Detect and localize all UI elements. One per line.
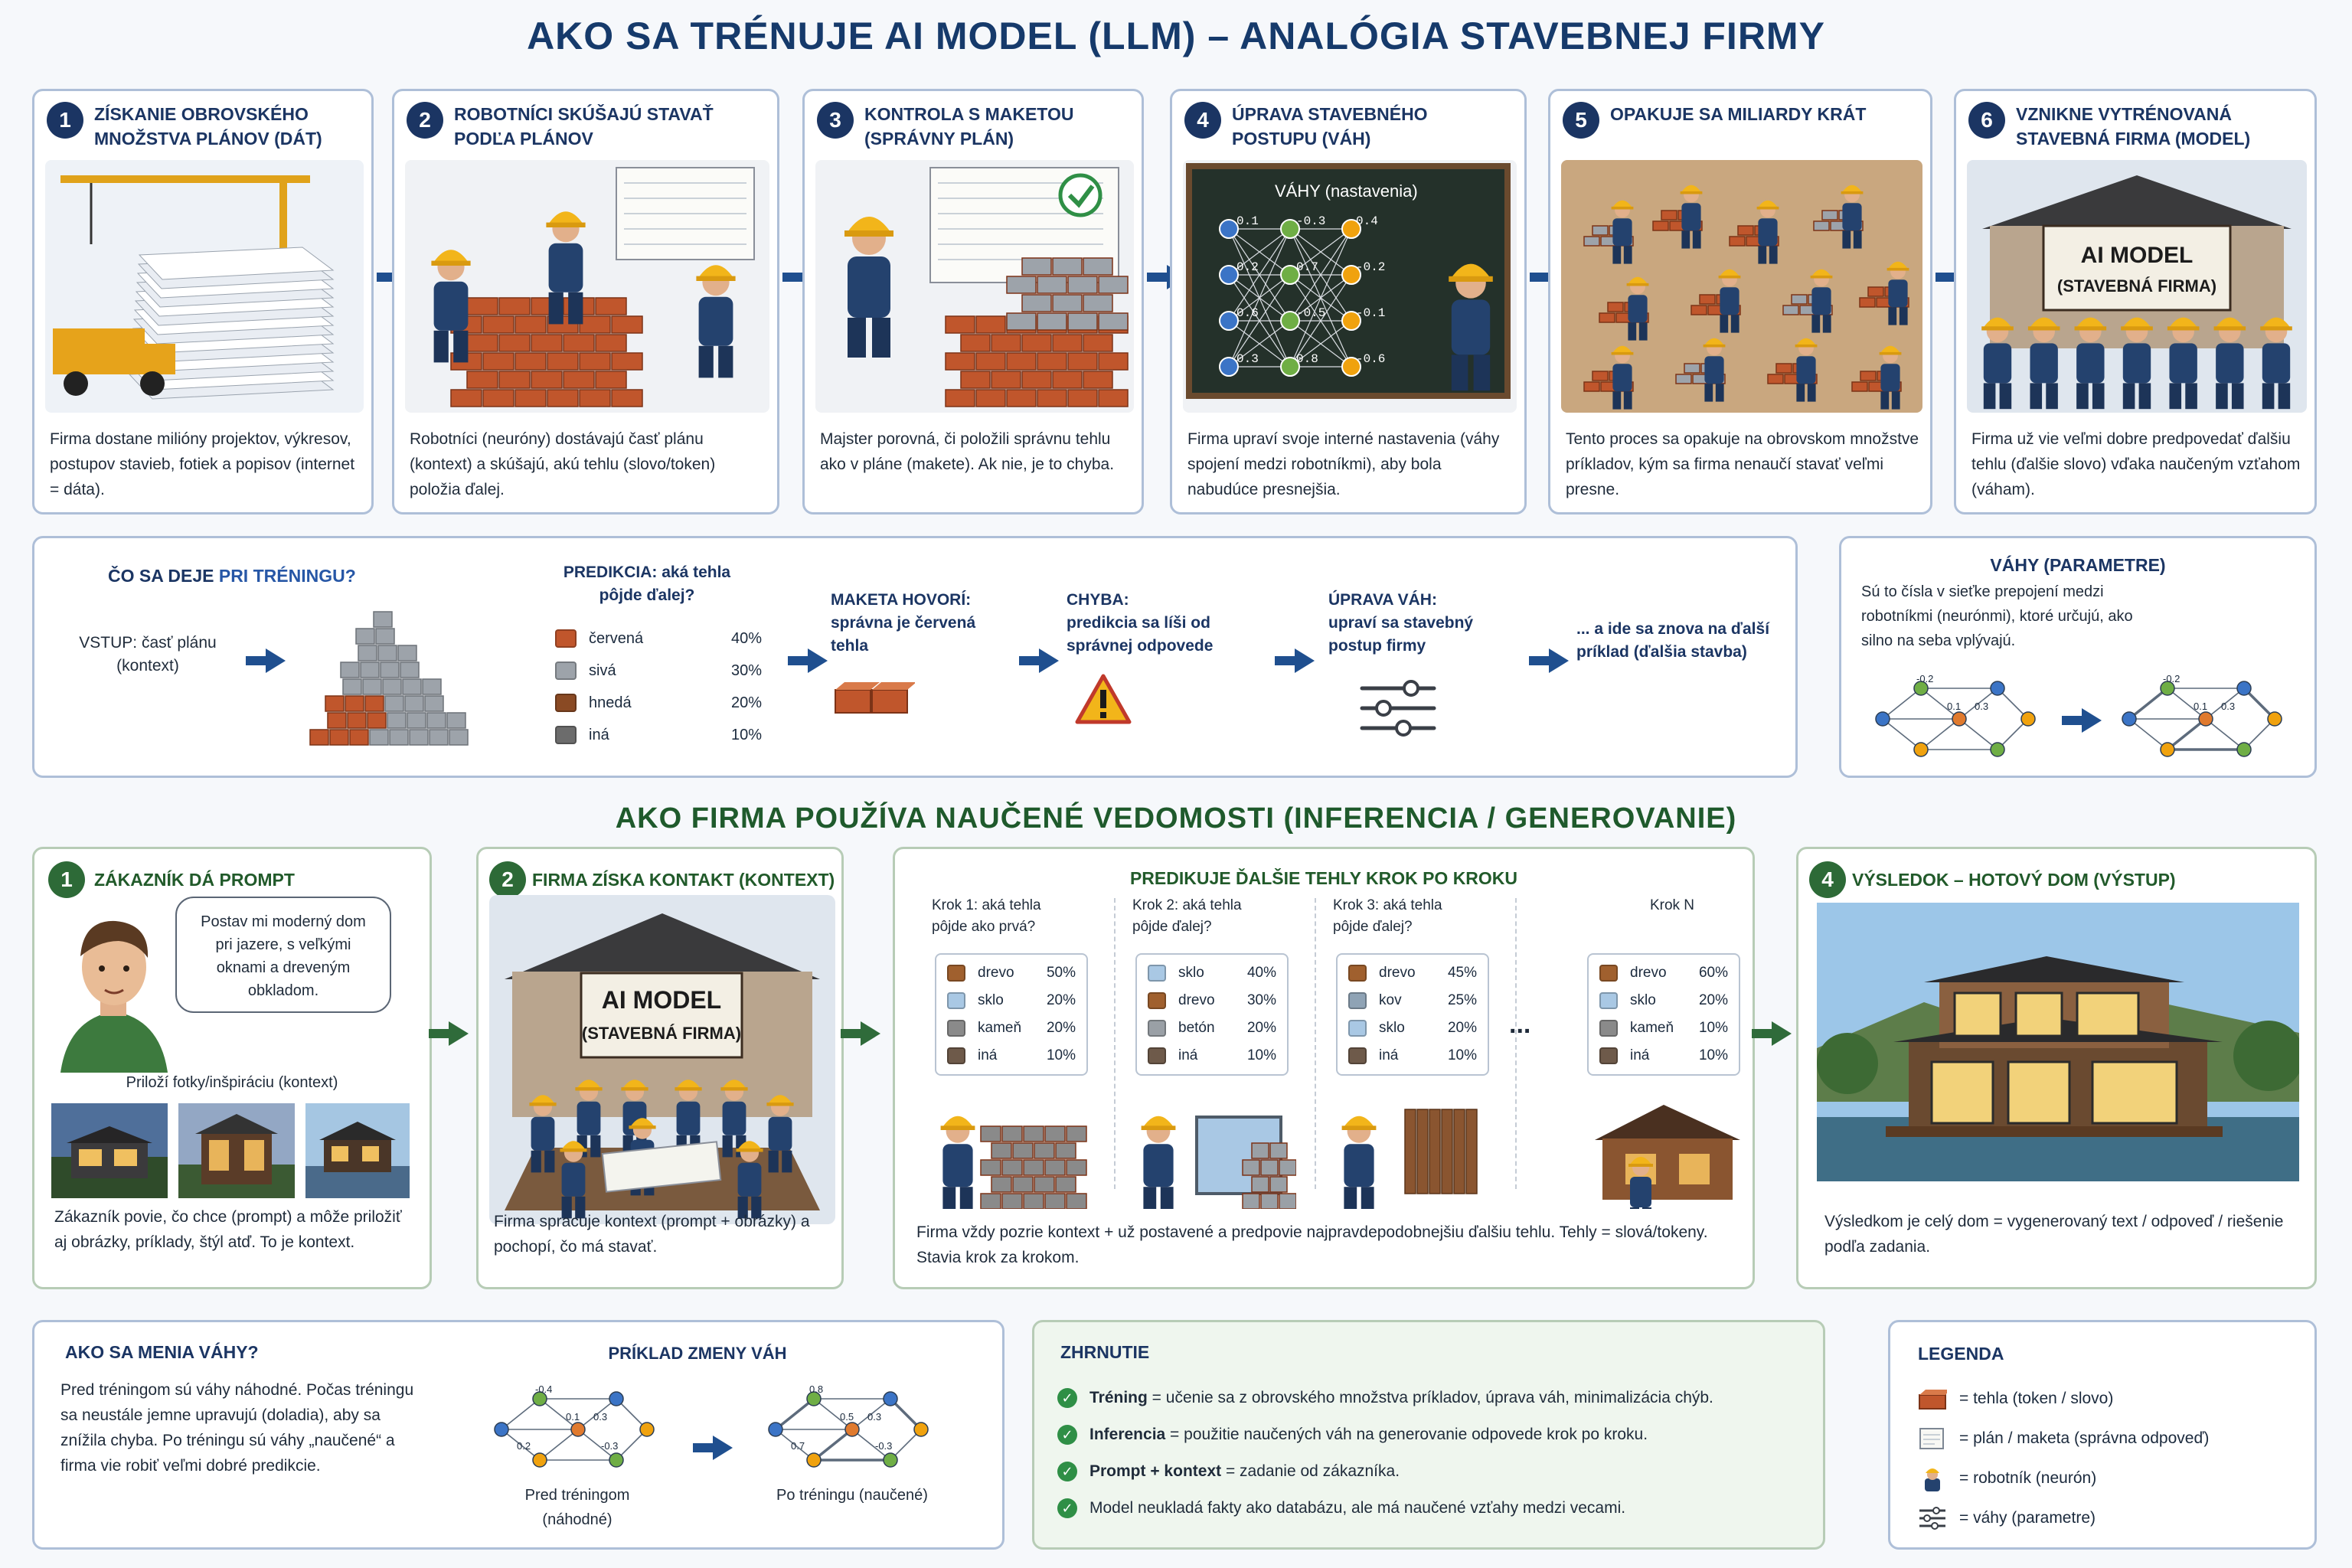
step-description: Firma spracuje kontext (prompt + obrázky) a pochopí, čo má stavať. [494, 1213, 810, 1256]
wood-building-illustration [1328, 1094, 1497, 1209]
prediction-row [947, 987, 1076, 1014]
material-name: sklo [978, 992, 1004, 1008]
weight-value: 0.2 [1236, 260, 1259, 274]
prediction-row [555, 719, 762, 751]
material-pct: 20% [1698, 992, 1728, 1008]
worker-icon [1918, 1466, 1947, 1491]
prediction-row [947, 959, 1076, 987]
step-number: 2 [489, 861, 526, 898]
material-icon [1348, 1020, 1367, 1037]
step-description: Firma dostane milióny projektov, výkresov, postupov stavieb, fotiek a popisov (internet = dáta). [50, 430, 355, 498]
material-pct: 20% [1447, 1020, 1477, 1036]
step-description: Firma už vie veľmi dobre predpovedať ďalšiu tehlu (ďalšie slovo) vďaka naučeným vzťahom (váham). [1971, 430, 2301, 498]
inference-step-result [1796, 847, 2317, 1289]
material-name: iná [1178, 1047, 1198, 1063]
flow-arrow [1039, 648, 1059, 673]
summary-term: Prompt + kontext [1089, 1462, 1222, 1480]
legend-text: = plán / maketa (správna odpoveď) [1959, 1429, 2210, 1447]
ellipsis: ... [1509, 1010, 1531, 1039]
firm-illustration [1967, 160, 2307, 413]
material-icon [1148, 965, 1166, 982]
prediction-row [1348, 1042, 1477, 1070]
weight-label: 0.3 [867, 1411, 882, 1423]
legend-title: LEGENDA [1918, 1344, 2004, 1364]
inspiration-photos [51, 1103, 410, 1198]
finished-house-illustration [1817, 903, 2299, 1181]
material-icon [947, 1047, 965, 1064]
step-title: VÝSLEDOK – HOTOVÝ DOM (VÝSTUP) [1852, 870, 2176, 890]
material-icon [947, 992, 965, 1009]
weight-value: -0.3 [1296, 214, 1326, 228]
legend-text: = robotník (neurón) [1959, 1469, 2097, 1487]
weight-label: 0.3 [2221, 701, 2236, 712]
material-pct: 10% [1698, 1020, 1728, 1036]
weight-label: -0.4 [535, 1383, 553, 1395]
training-step-1 [32, 89, 374, 514]
summary-box [1032, 1320, 1825, 1550]
krok-probabilities [1587, 953, 1740, 1076]
material-pct: 10% [1447, 1047, 1477, 1063]
prediction-row [1599, 959, 1728, 987]
check-icon: ✓ [1057, 1498, 1077, 1518]
step-title: ZÍSKANIE OBROVSKÉHO MNOŽSTVA PLÁNOV (DÁT) [94, 104, 322, 149]
weight-label: 0.7 [791, 1440, 805, 1452]
many-illustration [1561, 160, 1922, 413]
step-description: Tento proces sa opakuje na obrovskom množstve príkladov, kým sa firma nenaučí stavať veľmi presne. [1566, 430, 1919, 498]
prediction-row [1148, 1014, 1276, 1042]
board-illustration [1183, 160, 1517, 413]
network-before-icon [1867, 665, 2036, 765]
flow-arrow [266, 648, 286, 673]
step-description: Výsledkom je celý dom = vygenerovaný text / odpoveď / riešenie podľa zadania. [1824, 1213, 2284, 1256]
krok-divider [1515, 898, 1517, 1189]
material-name: drevo [1178, 992, 1215, 1008]
weight-label: -0.2 [1916, 673, 1934, 684]
inference-step-predict [893, 847, 1755, 1289]
weight-label: 0.3 [593, 1411, 608, 1423]
weight-label: 0.1 [2194, 701, 2208, 712]
summary-item [1057, 1460, 1400, 1483]
material-pct: 45% [1447, 965, 1477, 981]
material-icon [947, 965, 965, 982]
photos-label: Priloží fotky/inšpiráciu (kontext) [126, 1074, 338, 1091]
prediction-row [555, 655, 762, 687]
weight-value: 0.7 [1296, 260, 1318, 274]
prediction-pct: 30% [730, 662, 762, 679]
sign-line1: AI MODEL [601, 986, 722, 1014]
step-title: PREDIKUJE ĎALŠIE TEHLY KROK PO KROKU [1129, 868, 1518, 888]
prediction-pct: 20% [730, 694, 762, 711]
material-pct: 20% [1046, 1020, 1076, 1036]
check-illustration [815, 160, 1134, 413]
krok-probabilities [935, 953, 1088, 1076]
summary-item [1057, 1423, 1648, 1446]
material-name: iná [1379, 1047, 1399, 1063]
material-name: kameň [978, 1020, 1022, 1036]
company-meeting-illustration [489, 895, 835, 1224]
weights-change-title: AKO SA MENIA VÁHY? [65, 1342, 259, 1362]
weight-label: -0.2 [2163, 673, 2180, 684]
krok-label: Krok N [1649, 897, 1695, 913]
summary-term: Inferencia [1089, 1426, 1166, 1443]
step-title: FIRMA ZÍSKA KONTAKT (KONTEXT) [532, 870, 835, 890]
sign-line2: (STAVEBNÁ FIRMA) [581, 1024, 742, 1043]
material-name: kameň [1630, 1020, 1674, 1036]
inference-title: AKO FIRMA POUŽÍVA NAUČENÉ VEDOMOSTI (INFERENCIA / GENEROVANIE) [615, 802, 1737, 835]
prediction-row [1348, 1014, 1477, 1042]
material-pct: 10% [1246, 1047, 1276, 1063]
weight-label: 0.1 [566, 1411, 580, 1423]
inference-arrow [449, 1021, 469, 1046]
weights-text: Sú to čísla v sieťke prepojení medzi robotníkmi (neurónmi), ktoré určujú, ako silno na seba vplývajú. [1861, 583, 2133, 649]
training-flow-panel [32, 536, 1798, 778]
weights-title: VÁHY (PARAMETRE) [1990, 555, 2166, 575]
step-number: 6 [1968, 102, 2005, 139]
prediction-row [1599, 987, 1728, 1014]
after-label: Po tréningu (naučené) [776, 1487, 928, 1504]
material-name: sklo [1630, 992, 1656, 1008]
legend-item [1918, 1466, 2096, 1491]
material-name: betón [1178, 1020, 1215, 1036]
material-icon [1148, 992, 1166, 1009]
weight-value: 0.4 [1356, 214, 1378, 228]
before-label: Pred tréningom (náhodné) [524, 1487, 630, 1528]
sliders-icon [1357, 678, 1442, 739]
input-label: VSTUP: časť plánu (kontext) [79, 634, 217, 675]
inference-step-context [476, 847, 844, 1289]
brick-wall-illustration [295, 577, 479, 753]
warning-icon [1074, 673, 1132, 725]
customer-illustration [45, 897, 183, 1073]
krok-probabilities [1135, 953, 1289, 1076]
inference-arrow [861, 1021, 880, 1046]
step-description: Majster porovná, či položili správnu tehlu ako v pláne (makete). Ak nie, je to chyba. [820, 430, 1115, 473]
material-pct: 20% [1046, 992, 1076, 1008]
brick-icon [1918, 1387, 1947, 1411]
material-name: iná [978, 1047, 998, 1063]
flow-arrow [713, 1436, 733, 1460]
material-name: sklo [1379, 1020, 1405, 1036]
summary-text: = zadanie od zákazníka. [1221, 1462, 1400, 1480]
legend-text: = váhy (parametre) [1959, 1509, 2096, 1527]
training-step-3 [802, 89, 1144, 514]
material-pct: 10% [1698, 1047, 1728, 1063]
material-pct: 40% [1246, 965, 1276, 981]
krok-probabilities [1336, 953, 1489, 1076]
mock-box: MAKETA HOVORÍ: správna je červená tehla [831, 591, 976, 655]
material-name: drevo [978, 965, 1014, 981]
prediction-row [1148, 1042, 1276, 1070]
step-description: Firma vždy pozrie kontext + už postavené a predpovie najpravdepodobnejšiu ďalšiu tehlu. Tehly = slová/tokeny. Stavia krok za krokom. [916, 1223, 1708, 1266]
material-name: drevo [1379, 965, 1416, 981]
weights-parameters-box [1839, 536, 2317, 778]
material-pct: 60% [1698, 965, 1728, 981]
main-title: AKO SA TRÉNUJE AI MODEL (LLM) – ANALÓGIA STAVEBNEJ FIRMY [527, 15, 1825, 57]
weight-label: -0.3 [875, 1440, 893, 1452]
step-title: VZNIKNE VYTRÉNOVANÁ STAVEBNÁ FIRMA (MODEL) [2016, 104, 2251, 149]
step-title: ZÁKAZNÍK DÁ PROMPT [94, 870, 295, 890]
summary-item [1057, 1387, 1713, 1410]
prediction-row [555, 687, 762, 719]
material-icon [1348, 965, 1367, 982]
material-name: iná [1630, 1047, 1650, 1063]
legend-box [1888, 1320, 2317, 1550]
training-step-5 [1548, 89, 1932, 514]
step-title: KONTROLA S MAKETOU (SPRÁVNY PLÁN) [864, 104, 1074, 149]
example-title: PRÍKLAD ZMENY VÁH [608, 1344, 787, 1363]
prediction-row [1348, 987, 1477, 1014]
house-photo-2 [178, 1103, 295, 1198]
summary-title: ZHRNUTIE [1060, 1342, 1150, 1362]
weight-label: 0.5 [840, 1411, 854, 1423]
material-icon [1599, 965, 1618, 982]
plans-illustration [45, 160, 364, 413]
material-pct: 30% [1246, 992, 1276, 1008]
prediction-row [1348, 959, 1477, 987]
legend-text: = tehla (token / slovo) [1959, 1390, 2114, 1407]
blackboard-title: VÁHY (nastavenia) [1275, 181, 1418, 201]
brick-icon [555, 694, 577, 712]
prediction-row [1599, 1042, 1728, 1070]
weight-label: 0.2 [517, 1440, 531, 1452]
material-name: sklo [1178, 965, 1204, 981]
repeat-text: ... a ide sa znova na ďalší príklad (ďalšia stavba) [1576, 620, 1770, 661]
legend-item [1918, 1387, 2113, 1411]
material-pct: 10% [1046, 1047, 1076, 1063]
material-icon [1148, 1020, 1166, 1037]
prediction-row [947, 1042, 1076, 1070]
material-pct: 25% [1447, 992, 1477, 1008]
error-box: CHYBA: predikcia sa líši od správnej odpovede [1067, 591, 1214, 655]
krok-label: Krok 1: aká tehla pôjde ako prvá? [932, 897, 1041, 935]
weight-label: 0.1 [1947, 701, 1962, 712]
flow-arrow [808, 648, 828, 673]
material-icon [1148, 1047, 1166, 1064]
flow-arrow [1549, 648, 1569, 673]
prediction-name: iná [589, 726, 609, 743]
material-icon [1599, 992, 1618, 1009]
prediction-name: hnedá [589, 694, 632, 711]
network-after-icon [2114, 665, 2282, 765]
training-step-4 [1170, 89, 1527, 514]
step-number: 2 [407, 102, 443, 139]
legend-item [1918, 1426, 2209, 1451]
prediction-row [1148, 959, 1276, 987]
brick-icon [555, 629, 577, 648]
prediction-row [947, 1014, 1076, 1042]
house-photo-1 [51, 1103, 168, 1198]
step-number: 1 [47, 102, 83, 139]
cabin-building-illustration [1579, 1094, 1748, 1209]
training-flow-heading: ČO SA DEJE PRI TRÉNINGU? [108, 566, 356, 586]
weights-change-text: Pred tréningom sú váhy náhodné. Počas tréningu sa neustále jemne upravujú (doladia), aby sa znížila chyba. Po tréningu sú váhy „naučené“ a firma vie robiť veľmi dobré predikcie. [60, 1381, 414, 1475]
weight-value: 0.3 [1236, 352, 1259, 366]
check-icon: ✓ [1057, 1388, 1077, 1408]
training-step-6 [1954, 89, 2317, 514]
prediction-name: sivá [589, 662, 616, 679]
weight-value: -0.6 [1356, 352, 1386, 366]
legend-item [1918, 1506, 2096, 1530]
inference-arrow [1772, 1021, 1792, 1046]
house-photo-3 [305, 1103, 410, 1198]
step-description: Zákazník povie, čo chce (prompt) a môže priložiť aj obrázky, príklady, štýl atď. To je kontext. [54, 1208, 402, 1251]
prediction-title: PREDIKCIA: aká tehla pôjde ďalej? [563, 564, 731, 604]
material-name: kov [1379, 992, 1402, 1008]
summary-text: Model neukladá fakty ako databázu, ale má naučené vzťahy medzi vecami. [1089, 1499, 1626, 1517]
weight-label: 0.3 [1975, 701, 1989, 712]
prompt-text: Postav mi moderný dom pri jazere, s veľkými oknami a dreveným obkladom. [201, 913, 366, 999]
step-title: ROBOTNÍCI SKÚŠAJÚ STAVAŤ PODĽA PLÁNOV [454, 104, 714, 149]
material-icon [1348, 1047, 1367, 1064]
network-after-training [760, 1376, 944, 1475]
material-name: drevo [1630, 965, 1667, 981]
sign-line1: AI MODEL [2080, 243, 2194, 268]
window-building-illustration [1128, 1094, 1296, 1209]
material-icon [947, 1020, 965, 1037]
weight-label: -0.3 [601, 1440, 619, 1452]
flow-arrow [1295, 648, 1315, 673]
weight-value: 0.1 [1236, 214, 1259, 228]
krok-label: Krok 2: aká tehla pôjde ďalej? [1132, 897, 1242, 935]
material-icon [1599, 1047, 1618, 1064]
workers-illustration [405, 160, 769, 413]
step-title: ÚPRAVA STAVEBNÉHO POSTUPU (VÁH) [1232, 104, 1428, 149]
material-pct: 50% [1046, 965, 1076, 981]
step-description: Firma upraví svoje interné nastavenia (váhy spojení medzi robotníkmi), aby bola nabudúce presnejšia. [1187, 430, 1500, 498]
material-icon [1599, 1020, 1618, 1037]
blueprint-icon [1918, 1426, 1947, 1451]
prediction-list [555, 622, 762, 751]
brick-icon [555, 726, 577, 744]
flow-arrow [2082, 708, 2102, 733]
step-number: 3 [817, 102, 854, 139]
weight-value: -0.1 [1356, 306, 1386, 320]
prediction-row [555, 622, 762, 655]
inference-step-customer-prompt [32, 847, 432, 1289]
brick-icon [555, 662, 577, 680]
weight-value: -0.5 [1296, 306, 1326, 320]
stone-building-illustration [927, 1094, 1096, 1209]
weight-value: 0.6 [1236, 306, 1259, 320]
summary-term: Tréning [1089, 1389, 1148, 1406]
weight-value: 0.8 [1296, 352, 1318, 366]
prediction-name: červená [589, 629, 644, 647]
prediction-row [1599, 1014, 1728, 1042]
prediction-pct: 10% [730, 726, 762, 743]
material-pct: 20% [1246, 1020, 1276, 1036]
training-step-2 [392, 89, 779, 514]
summary-item [1057, 1497, 1625, 1520]
step-number: 5 [1563, 102, 1599, 139]
weights-change-box [32, 1320, 1004, 1550]
krok-divider [1315, 898, 1316, 1189]
step-number: 4 [1184, 102, 1221, 139]
summary-text: = učenie sa z obrovského množstva príkladov, úprava váh, minimalizácia chýb. [1147, 1389, 1713, 1406]
prediction-row [1148, 987, 1276, 1014]
check-icon: ✓ [1057, 1425, 1077, 1445]
weight-value: -0.2 [1356, 260, 1386, 274]
check-icon: ✓ [1057, 1462, 1077, 1481]
adjust-box: ÚPRAVA VÁH: upraví sa stavebný postup firmy [1328, 591, 1474, 655]
prediction-pct: 40% [730, 629, 762, 647]
summary-text: = použitie naučených váh na generovanie odpovede krok po kroku. [1165, 1426, 1648, 1443]
krok-label: Krok 3: aká tehla pôjde ďalej? [1333, 897, 1442, 935]
sign-line2: (STAVEBNÁ FIRMA) [2056, 276, 2217, 296]
step-title: OPAKUJE SA MILIARDY KRÁT [1610, 104, 1867, 124]
material-icon [1348, 992, 1367, 1009]
sliders-icon [1918, 1506, 1947, 1530]
krok-divider [1114, 898, 1116, 1189]
step-description: Robotníci (neuróny) dostávajú časť plánu (kontext) a skúšajú, akú tehlu (slovo/token) položia ďalej. [410, 430, 716, 498]
step-number: 4 [1809, 861, 1846, 898]
weight-label: 0.8 [809, 1383, 824, 1395]
speech-bubble [175, 897, 391, 1013]
step-number: 1 [48, 861, 85, 898]
network-before-training [486, 1376, 670, 1475]
red-brick-icon [831, 676, 915, 722]
